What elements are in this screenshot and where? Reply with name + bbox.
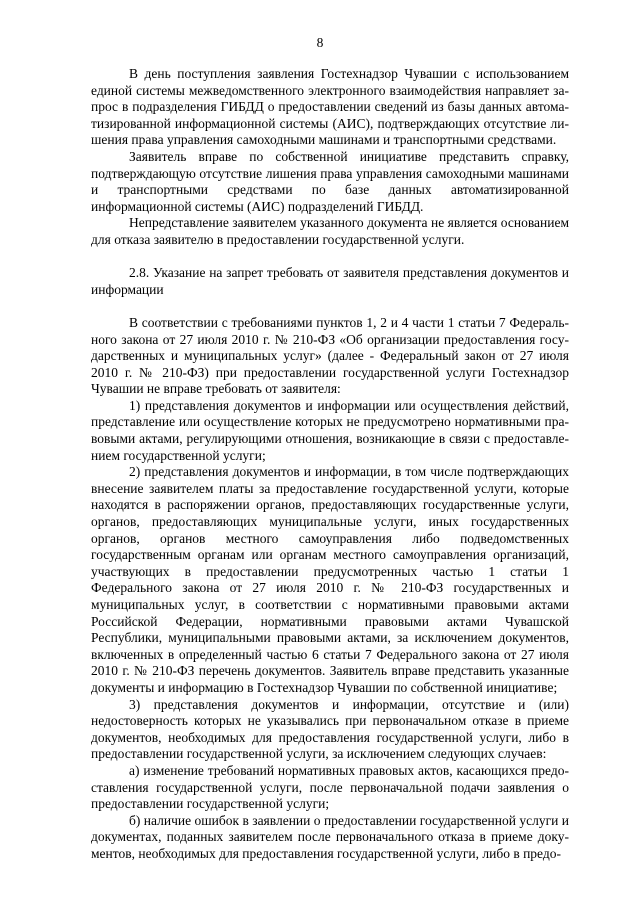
- paragraph-intro-3: Непредставление заявителем указанного документа не является основанием для отказа заявителю в предоставлении государственной услуги.: [91, 215, 569, 247]
- section-heading-2-8: 2.8. Указание на запрет требовать от заявителя представления документов и информации: [91, 265, 569, 297]
- paragraph-2-8-item-3b: б) наличие ошибок в заявлении о предоставлении государственной услуги и документах, поданных заявителем после первоначального отказа в приеме документов, необходимых для предоставления государственной услуги, либо в предо-: [91, 812, 569, 861]
- paragraph-2-8-item-3a: а) изменение требований нормативных правовых актов, касающихся предоставления государственной услуги, после первоначальной подачи заявления о предоставлении государственной услуги;: [91, 762, 569, 812]
- page-number: 8: [316, 35, 324, 50]
- paragraph-2-8-item-3: 3) представления документов и информации, отсутствие и (или) недостоверность которых не указывались при первоначальном отказе в приеме документов, необходимых для предоставления государственной услуги, либо в предоставлении государственной услуги, за исключением следующих случаев:: [91, 696, 569, 762]
- paragraph-intro-1: В день поступления заявления Гостехнадзор Чувашии с использованием единой системы межведомственного электронного взаимодействия направляет запрос в подразделения ГИБДД о предоставлении сведений из базы данных автоматизированной информационной системы (АИС), подтверждающих отсутствие лишения права управления самоходными машинами и транспортными средствами.: [91, 66, 569, 148]
- paragraph-intro-2: Заявитель вправе по собственной инициативе представить справку, подтверждающую отсутствие лишения права управления самоходными машинами и транспортными средствами по базе данных автоматизированной информационной системы (АИС) подразделений ГИБДД.: [91, 148, 569, 214]
- paragraph-2-8-item-2: 2) представления документов и информации, в том числе подтверждающих внесение заявителем платы за предоставление государственной услуги, которые находятся в распоряжении органов, предоставляющих государственные услуги, органов, предоставляющих муниципальные услуги, иных государственных органов, органов местного самоуправления либо подведомственных государственным органам или органам местного самоуправления организаций, участвующих в предоставлении предусмотренных частью 1 статьи 1 Федерального закона от 27 июля 2010 г. № 210-ФЗ государственных и муниципальных услуг, в соответствии с нормативными правовыми актами Российской Федерации, нормативными правовыми актами Чувашской Республики, муниципальными правовыми актами, за исключением документов, включенных в определенный частью 6 статьи 7 Федерального закона от 27 июля 2010 г. № 210-ФЗ перечень документов. Заявитель вправе представить указанные документы и информацию в Гостехнадзор Чувашии по собственной инициативе;: [91, 464, 569, 695]
- paragraph-2-8-1: В соответствии с требованиями пунктов 1, 2 и 4 части 1 статьи 7 Федерального закона от 27 июля 2010 г. № 210-ФЗ «Об организации предоставления государственных и муниципальных услуг» (далее - Федеральный закон от 27 июля 2010 г. № 210-ФЗ) при предоставлении государственной услуги Гостехнадзор Чувашии не вправе требовать от заявителя:: [91, 314, 569, 397]
- document-body: [91, 66, 569, 863]
- paragraph-2-8-item-1: 1) представления документов и информации или осуществления действий, представление или осуществление которых не предусмотрено нормативными правовыми актами, регулирующими отношения, возникающие в связи с предоставлением государственной услуги;: [91, 397, 569, 463]
